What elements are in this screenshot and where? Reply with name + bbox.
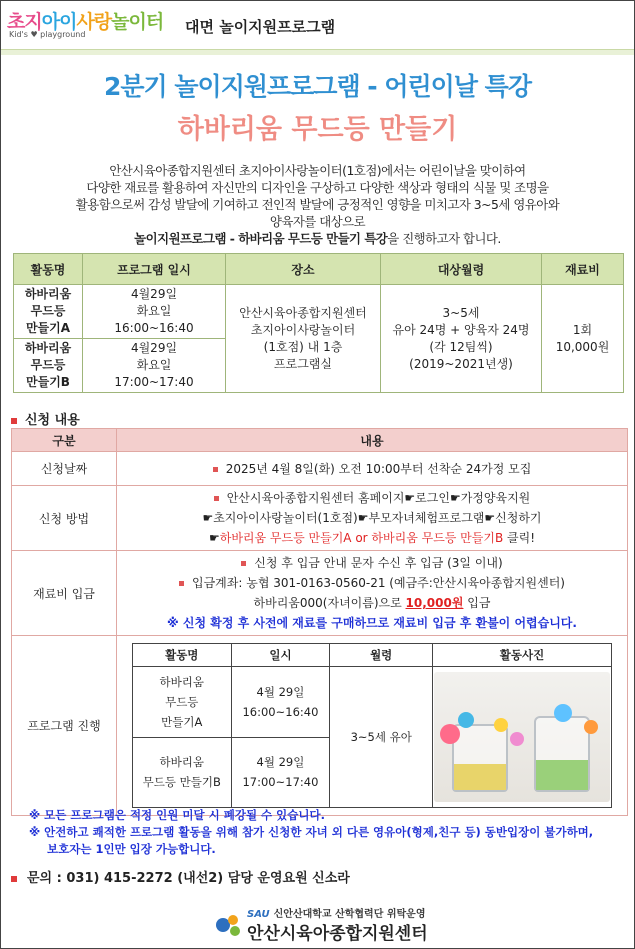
place-cell: 안산시육아종합지원센터 초지아이사랑놀이터 (1호점) 내 1층 프로그램실 (226, 285, 381, 393)
page-subtitle: 하바리움 무드등 만들기 (177, 114, 458, 145)
fee-label: 재료비 입금 (12, 551, 117, 636)
schedule-activity-a: 하바리움 무드등 만들기A (133, 667, 232, 738)
activity-a: 하바리움 무드등 만들기A (14, 285, 83, 339)
page-title: 2분기 놀이지원프로그램 - 어린이날 특강 (104, 72, 531, 101)
header (1, 1, 634, 55)
contact-info: 문의 : 031) 415-2272 (내선2) 담당 운영요원 신소라 (11, 867, 350, 886)
square-bullet-icon (11, 418, 17, 424)
schedule-table: 활동명 일시 월령 활동사진 하바리움 무드등 만들기A 4월 29일 16:00~16:40 3~5세 유아 하바리움 무드등 만들기B 4월 29일 17:00~17:40 (132, 643, 612, 808)
time-a: 4월29일 화요일 16:00~16:40 (83, 285, 226, 339)
square-bullet-icon (11, 876, 17, 882)
schedule-age: 3~5세 유아 (330, 667, 433, 808)
progress-content (117, 636, 628, 816)
footer (211, 901, 471, 947)
method-content: 안산시육아종합지원센터 홈페이지☛로그인☛가정양육지원 ☛초지아이사랑놀이터(1호점)☛부모자녀체험프로그램☛신청하기 ☛하바리움 무드등 만들기A or 하바리움 무드등 만들기B 클릭! (117, 486, 628, 551)
bullet-icon (179, 581, 184, 586)
fee-cell: 1회 10,000원 (542, 285, 624, 393)
date-label: 신청날짜 (12, 452, 117, 486)
date-content: 2025년 4월 8일(화) 오전 10:00부터 선착순 24가정 모집 (117, 452, 628, 486)
activity-b: 하바리움 무드등 만들기B (14, 339, 83, 393)
schedule-time-b: 4월 29일 17:00~17:40 (231, 737, 330, 808)
schedule-time-a: 4월 29일 16:00~16:40 (231, 667, 330, 738)
col-target: 대상월령 (381, 254, 542, 285)
bullet-icon (214, 496, 219, 501)
logo: 초지아이사랑놀이터 (7, 11, 164, 33)
schedule-activity-b: 하바리움 무드등 만들기B (133, 737, 232, 808)
col-fee: 재료비 (542, 254, 624, 285)
bullet-icon (213, 467, 218, 472)
moodlight-photo (434, 672, 610, 802)
intro-text: 안산시육아종합지원센터 초지아이사랑놀이터(1호점)에서는 어린이날을 맞이하여 다양한 재료를 활용하여 자신만의 디자인을 구상하고 다양한 색상과 형태의 식물 및 조명을 활용함으로써 감성 발달에 기여하고 전인적 발달에 긍정적인 영향을 미치고자 3~5세 영유아와 양육자를 대상으로 놀이지원프로그램 - 하바리움 무드등 만들기 특강을 진행하고자 합니다. (75, 163, 560, 246)
refund-warning: ※ 신청 확정 후 사전에 재료를 구매하므로 재료비 입금 후 환불이 어렵습니다. (167, 616, 577, 630)
header-divider (1, 49, 634, 55)
bullet-icon (241, 561, 246, 566)
notes: ※ 모든 프로그램은 적정 인원 미달 시 폐강될 수 있습니다. ※ 안전하고 쾌적한 프로그램 활동을 위해 참가 신청한 자녀 외 다른 영유아(형제,친구 등) 동반입장이 불가하며, 보호자는 1인만 입장 가능합니다. (29, 808, 594, 856)
col-activity: 활동명 (14, 254, 83, 285)
target-cell: 3~5세 유아 24명 + 양육자 24명 (각 12팀씩) (2019~2021년생) (381, 285, 542, 393)
method-label: 신청 방법 (12, 486, 117, 551)
center-name: 안산시육아종합지원센터 (247, 924, 428, 944)
progress-label: 프로그램 진행 (12, 636, 117, 816)
col-place: 장소 (226, 254, 381, 285)
col-content: 내용 (117, 429, 628, 452)
application-table (11, 428, 628, 816)
col-datetime: 프로그램 일시 (83, 254, 226, 285)
overview-table (13, 253, 624, 393)
fee-content: 신청 후 입금 안내 문자 수신 후 입금 (3일 이내) 입금계좌: 농협 301-0163-0560-21 (예금주:안산시육아종합지원센터) 하바리움000(자녀이름)으로 10,000원 입금 ※ 신청 확정 후 사전에 재료를 구매하므로 재료비 입금 후 환불이 어렵습니다. (117, 551, 628, 636)
logo-subtitle: Kid's ♥ playground (9, 30, 86, 39)
activity-photo (433, 667, 612, 808)
time-b: 4월29일 화요일 17:00~17:40 (83, 339, 226, 393)
col-category: 구분 (12, 429, 117, 452)
center-logo-icon (213, 909, 245, 941)
section-heading: 신청 내용 (11, 409, 80, 428)
program-tag: 대면 놀이지원프로그램 (185, 18, 336, 36)
university-text: SAU 신안산대학교 산학협력단 위탁운영 (247, 909, 426, 920)
